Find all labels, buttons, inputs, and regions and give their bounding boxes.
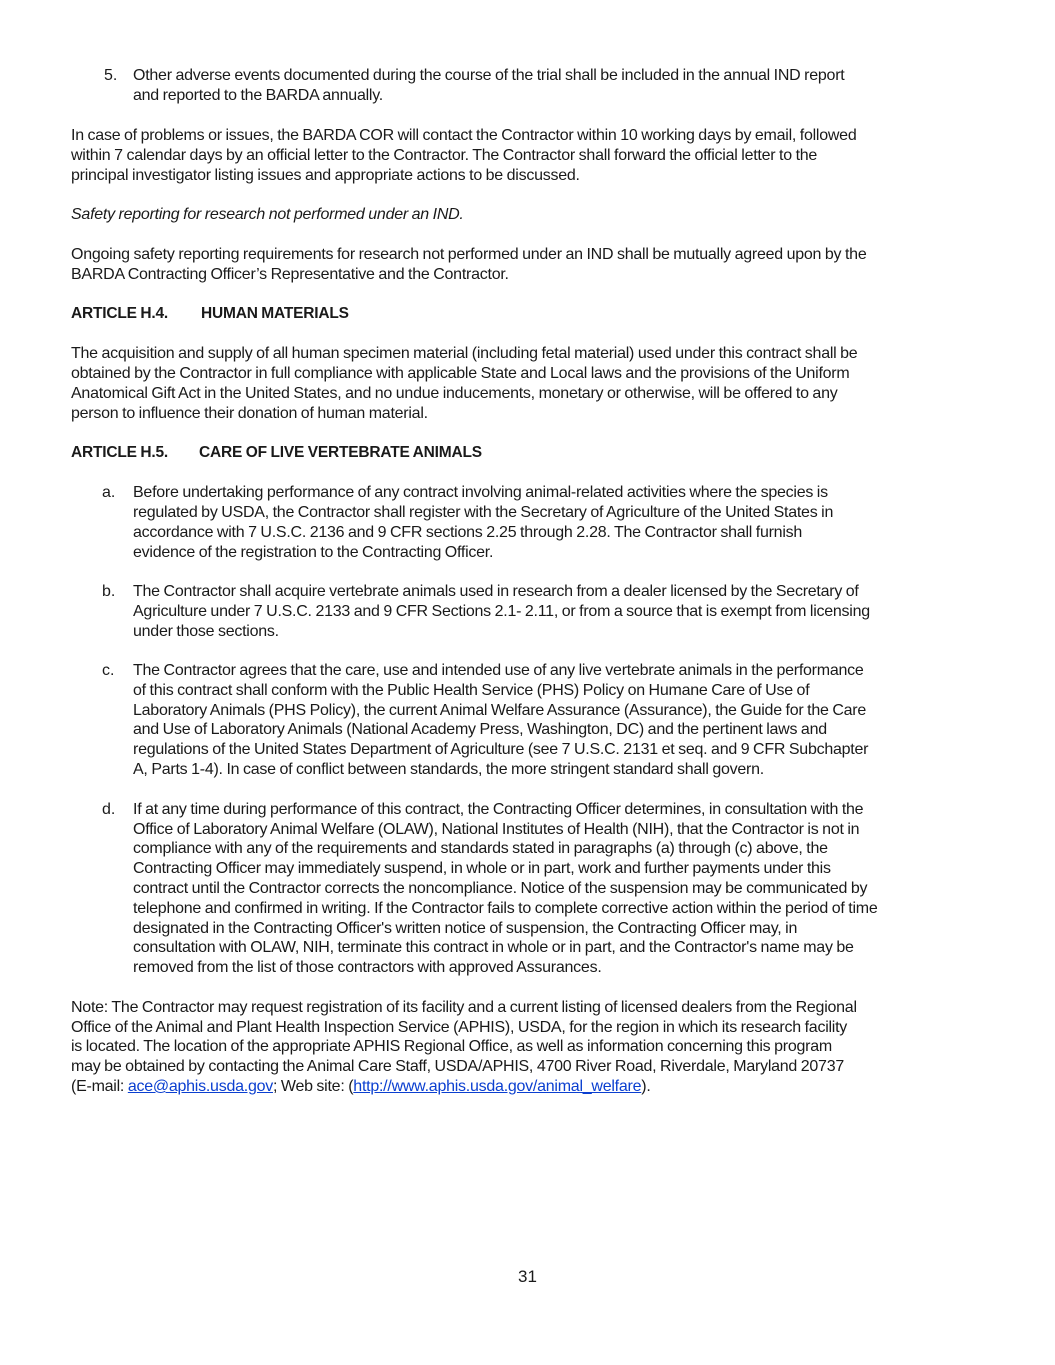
email-link[interactable]: ace@aphis.usda.gov [127, 1078, 273, 1095]
text-line: The acquisition and supply of all human specimen material (including fetal material) used under this contract shall be [71, 345, 858, 362]
list-marker: 5. [104, 67, 118, 84]
article-h4-heading [71, 304, 349, 324]
text-line: evidence of the registration to the Contracting Officer. [133, 544, 494, 561]
contact-suffix: ). [641, 1078, 651, 1095]
text-line: and reported to the BARDA annually. [133, 87, 383, 104]
text-line: person to influence their donation of human material. [71, 405, 428, 422]
text-line: regulations of the United States Department of Agriculture (see 7 U.S.C. 2131 et seq. and 9 CFR Subchapter [133, 741, 869, 758]
text-line: compliance with any of the requirements and standards stated in paragraphs (a) through (c) above, the [133, 840, 828, 857]
text-line: Office of Laboratory Animal Welfare (OLAW), National Institutes of Health (NIH), that the Contractor is not in [133, 821, 860, 838]
text-line: principal investigator listing issues and appropriate actions to be discussed. [71, 167, 580, 184]
text-line: of this contract shall conform with the Public Health Service (PHS) Policy on Humane Care of Use of [133, 682, 810, 699]
text-line: A, Parts 1-4). In case of conflict between standards, the more stringent standard shall govern. [133, 761, 764, 778]
list-marker: d. [102, 801, 116, 818]
text-line: regulated by USDA, the Contractor shall register with the Secretary of Agriculture of the United States in [133, 504, 834, 521]
text-line: Contracting Officer may immediately suspend, in whole or in part, work and further payments under this [133, 860, 831, 877]
text-line: removed from the list of those contractors with approved Assurances. [133, 959, 602, 976]
text-line: Note: The Contractor may request registration of its facility and a current listing of licensed dealers from the Regional [71, 999, 857, 1016]
text-line: Laboratory Animals (PHS Policy), the current Animal Welfare Assurance (Assurance), the Guide for the Care [133, 702, 867, 719]
text-line: In case of problems or issues, the BARDA COR will contact the Contractor within 10 working days by email, followed [71, 127, 857, 144]
list-marker: c. [102, 662, 115, 679]
list-marker: a. [102, 484, 116, 501]
subheading-safety-reporting: Safety reporting for research not performed under an IND. [71, 206, 464, 223]
text-line: Office of the Animal and Plant Health Inspection Service (APHIS), USDA, for the region in which its research facility [71, 1019, 848, 1036]
web-prefix: ; Web site: ( [272, 1078, 354, 1095]
text-line: If at any time during performance of this contract, the Contracting Officer determines, in consultation with the [133, 801, 864, 818]
text-line: contract until the Contractor corrects the noncompliance. Notice of the suspension may be communicated by [133, 880, 868, 897]
text-line: Other adverse events documented during the course of the trial shall be included in the annual IND report [133, 67, 845, 84]
article-title: CARE OF LIVE VERTEBRATE ANIMALS [199, 444, 482, 461]
text-line: and Use of Laboratory Animals (National Academy Press, Washington, DC) and the pertinent laws and [133, 721, 827, 738]
text-line: Agriculture under 7 U.S.C. 2133 and 9 CFR Sections 2.1- 2.11, or from a source that is exempt from licensing [133, 603, 870, 620]
text-line: Ongoing safety reporting requirements for research not performed under an IND shall be mutually agreed upon by the [71, 246, 867, 263]
text-line-contact [71, 1077, 651, 1097]
text-line: designated in the Contracting Officer's written notice of suspension, the Contracting Officer may, in [133, 920, 798, 937]
text-line: accordance with 7 U.S.C. 2136 and 9 CFR sections 2.25 through 2.28. The Contractor shall furnish [133, 524, 803, 541]
article-title: HUMAN MATERIALS [201, 305, 349, 322]
text-line: Anatomical Gift Act in the United States, and no undue inducements, monetary or otherwise, will be offered to any [71, 385, 838, 402]
text-line: The Contractor shall acquire vertebrate animals used in research from a dealer licensed by the Secretary of [133, 583, 859, 600]
text-line: under those sections. [133, 623, 279, 640]
page-number: 31 [518, 1267, 537, 1286]
text-line: consultation with OLAW, NIH, terminate this contract in whole or in part, and the Contractor's name may be [133, 939, 854, 956]
email-prefix: (E-mail: [71, 1078, 128, 1095]
list-marker: b. [102, 583, 116, 600]
text-line: BARDA Contracting Officer’s Representative and the Contractor. [71, 266, 509, 283]
text-line: Before undertaking performance of any contract involving animal-related activities where the species is [133, 484, 828, 501]
text-line: within 7 calendar days by an official letter to the Contractor. The Contractor shall forward the official letter to the [71, 147, 818, 164]
text-line: telephone and confirmed in writing. If the Contractor fails to complete corrective action within the period of time [133, 900, 878, 917]
article-number: ARTICLE H.4. [71, 305, 168, 322]
website-link[interactable]: http://www.aphis.usda.gov/animal_welfare [353, 1078, 642, 1095]
article-h5-heading [71, 443, 482, 463]
text-line: The Contractor agrees that the care, use and intended use of any live vertebrate animals in the performance [133, 662, 864, 679]
text-line: may be obtained by contacting the Animal Care Staff, USDA/APHIS, 4700 River Road, Riverdale, Maryland 20737 [71, 1058, 844, 1075]
text-line: is located. The location of the appropriate APHIS Regional Office, as well as information concerning this program [71, 1038, 832, 1055]
text-line: obtained by the Contractor in full compliance with applicable State and Local laws and the provisions of the Uniform [71, 365, 850, 382]
article-number: ARTICLE H.5. [71, 444, 168, 461]
